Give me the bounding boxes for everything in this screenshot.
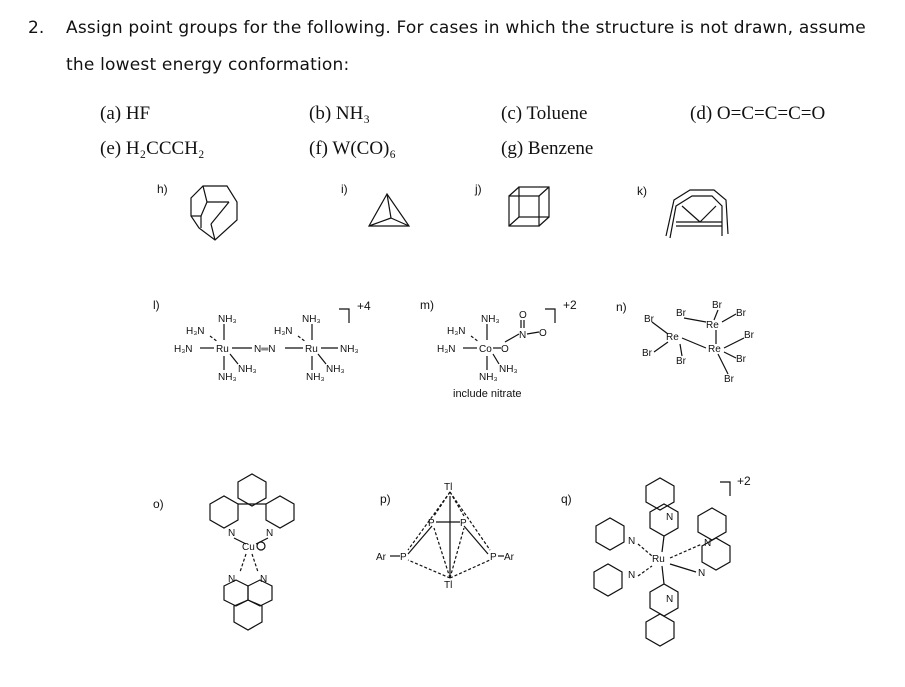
q-n-right-2: N <box>698 568 706 579</box>
o-n-3: N <box>228 574 236 585</box>
label-o: o) <box>153 497 164 511</box>
l-nh3-lower-left-a: NH₃ <box>238 364 257 375</box>
p-p-right: P <box>490 552 497 563</box>
item-f: (f) W(CO)₆ <box>309 138 396 159</box>
structure-q-ru-bpy3 <box>590 472 750 672</box>
structure-i-tetrahedrane <box>365 192 415 232</box>
label-m: m) <box>420 298 434 312</box>
o-cu: Cu <box>242 542 255 553</box>
charge-q: +2 <box>737 474 751 488</box>
n-re-top: Re <box>706 320 719 331</box>
n-br-2: Br <box>676 308 686 319</box>
l-ru-right: Ru <box>305 344 318 355</box>
p-p-2: P <box>460 518 467 529</box>
label-p: p) <box>380 492 391 506</box>
o-n-1: N <box>228 528 236 539</box>
n-re-left: Re <box>666 332 679 343</box>
l-nh3-lower-right-a: NH₃ <box>326 364 345 375</box>
m-nh3-top: NH₃ <box>481 314 500 325</box>
n-br-6: Br <box>642 348 652 359</box>
n-br-7: Br <box>676 356 686 367</box>
q-n-bottom: N <box>666 594 674 605</box>
item-e: (e) H₂CCCH₂ <box>100 138 205 159</box>
l-charge-bracket <box>337 305 357 325</box>
n-br-1: Br <box>644 314 654 325</box>
l-nh3-right: NH₃ <box>340 344 359 355</box>
m-nh3-bottom: NH₃ <box>479 372 498 383</box>
l-n2-bridge: N═N <box>254 344 276 355</box>
m-co: Co <box>479 344 492 355</box>
item-g: (g) Benzene <box>501 138 594 159</box>
question-number: 2. <box>28 18 45 38</box>
question-text-line2: the lowest energy conformation: <box>66 55 350 75</box>
q-n-top: N <box>666 512 674 523</box>
structure-p-tl2p2 <box>372 478 532 593</box>
n-br-9: Br <box>724 374 734 385</box>
m-charge-bracket <box>543 305 563 325</box>
question-text-line1: Assign point groups for the following. For cases in which the structure is not drawn, assume <box>66 18 866 38</box>
m-h3n-upper: H₃N <box>447 326 466 337</box>
label-j: j) <box>475 182 482 196</box>
label-i: i) <box>341 182 348 196</box>
label-n: n) <box>616 300 627 314</box>
q-n-right-1: N <box>704 538 712 549</box>
l-nh3-top-left: NH₃ <box>218 314 237 325</box>
l-h3n-left: H₃N <box>174 344 193 355</box>
l-nh3-lower-left-b: NH₃ <box>218 372 237 383</box>
o-n-2: N <box>266 528 274 539</box>
m-n-nitro: N <box>519 330 527 341</box>
m-o-top: O <box>519 310 527 321</box>
item-d: (d) O=C=C=C=O <box>690 103 826 124</box>
structure-o-cu-phen <box>190 468 310 638</box>
m-o-right: O <box>539 328 547 339</box>
charge-l: +4 <box>357 299 371 313</box>
n-br-5: Br <box>744 330 754 341</box>
q-n-left-2: N <box>628 570 636 581</box>
label-h: h) <box>157 182 168 196</box>
l-h3n-upper-left: H₃N <box>186 326 205 337</box>
p-ar-left: Ar <box>376 552 386 563</box>
q-n-left-1: N <box>628 536 636 547</box>
o-n-4: N <box>260 574 268 585</box>
structure-k-tub <box>660 186 730 246</box>
p-p-1: P <box>428 518 435 529</box>
p-tl-top: Tl <box>444 482 453 493</box>
structure-n-re2br8 <box>640 298 765 388</box>
p-p-left: P <box>400 552 407 563</box>
charge-m: +2 <box>563 298 577 312</box>
item-a: (a) HF <box>100 103 151 124</box>
structure-j-cubane <box>505 184 555 234</box>
label-q: q) <box>561 492 572 506</box>
structure-m-co-complex <box>435 300 555 385</box>
item-c: (c) Toluene <box>501 103 588 124</box>
note-include-nitrate: include nitrate <box>453 388 522 400</box>
q-ru: Ru <box>652 554 665 565</box>
item-b: (b) NH₃ <box>309 103 370 124</box>
p-ar-right: Ar <box>504 552 514 563</box>
structure-h-cage <box>185 180 245 250</box>
m-nh3-lower-right: NH₃ <box>499 364 518 375</box>
p-tl-bottom: Tl <box>444 580 453 591</box>
l-h3n-upper-mid: H₃N <box>274 326 293 337</box>
n-br-8: Br <box>736 354 746 365</box>
m-o-coord: O <box>501 344 509 355</box>
l-nh3-top-right: NH₃ <box>302 314 321 325</box>
label-l: l) <box>153 298 160 312</box>
l-ru-left: Ru <box>216 344 229 355</box>
l-nh3-lower-right-b: NH₃ <box>306 372 325 383</box>
label-k: k) <box>637 184 647 198</box>
n-br-3: Br <box>712 300 722 311</box>
n-br-4: Br <box>736 308 746 319</box>
n-re-bottom: Re <box>708 344 721 355</box>
q-charge-bracket <box>718 478 738 498</box>
m-h3n-left: H₃N <box>437 344 456 355</box>
